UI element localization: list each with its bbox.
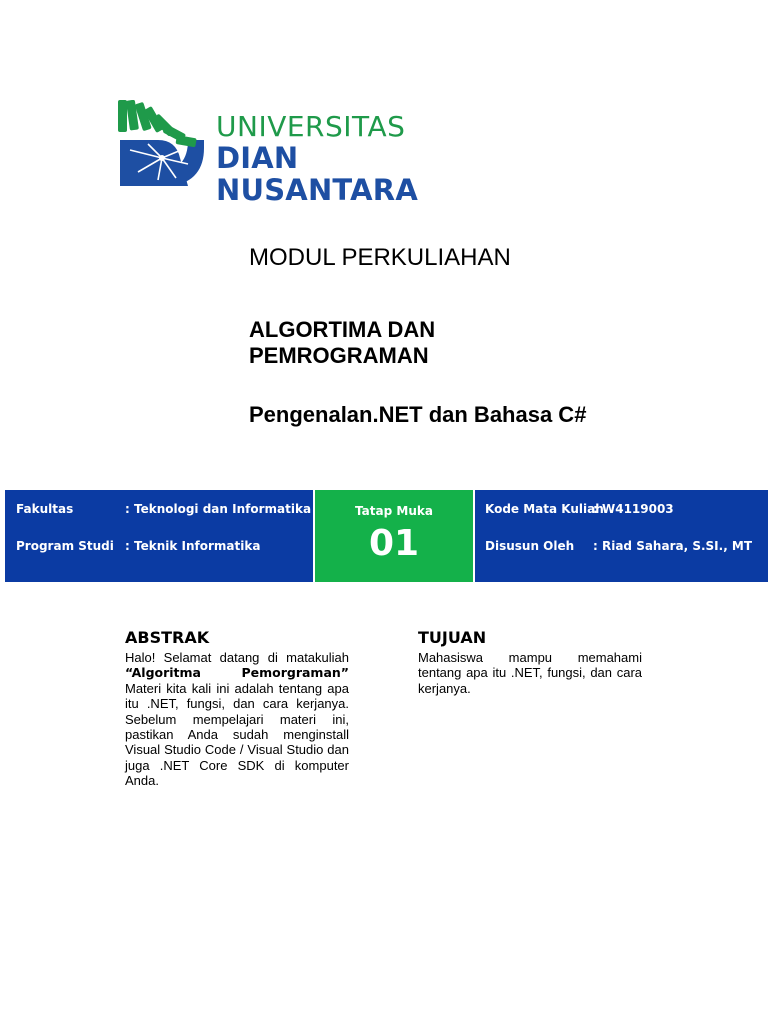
abstrak-text: Materi kita kali ini adalah tentang apa itu .NET, fungsi, dan cara kerjanya. Sebelum mempelajari materi ini, pastikan Anda sudah menginstall Visual Studio Code / Visual Studio dan juga .NET Core SDK di komputer Anda. bbox=[125, 680, 349, 789]
university-name bbox=[216, 112, 498, 206]
info-band-left bbox=[5, 490, 313, 582]
abstrak-course-name: “Algoritma Pemorgraman” bbox=[125, 665, 349, 681]
logo-line-universitas: UNIVERSITAS bbox=[216, 110, 406, 143]
kode-value: : W4119003 bbox=[593, 502, 674, 516]
disusun-label: Disusun Oleh bbox=[485, 539, 575, 553]
fakultas-label: Fakultas bbox=[16, 502, 74, 516]
disusun-value: : Riad Sahara, S.SI., MT bbox=[593, 539, 753, 553]
abstrak-body bbox=[125, 650, 349, 789]
course-title bbox=[249, 317, 569, 369]
tujuan-title: TUJUAN bbox=[418, 628, 487, 647]
tujuan-body: Mahasiswa mampu memahami tentang apa itu .NET, fungsi, dan cara kerjanya. bbox=[418, 650, 642, 696]
prodi-value: : Teknik Informatika bbox=[125, 539, 261, 553]
logo-line-dian-nusantara: DIAN NUSANTARA bbox=[216, 141, 418, 207]
topic-title: Pengenalan.NET dan Bahasa C# bbox=[249, 402, 587, 427]
fakultas-value: : Teknologi dan Informatika bbox=[125, 502, 312, 516]
kode-label: Kode Mata Kuliah bbox=[485, 502, 604, 516]
module-label: MODUL PERKULIAHAN bbox=[249, 244, 511, 271]
university-emblem-icon bbox=[118, 100, 204, 186]
tatap-muka-number: 01 bbox=[368, 523, 420, 564]
info-band-tatap-muka bbox=[315, 490, 473, 582]
course-title-line1: ALGORTIMA DAN bbox=[249, 317, 436, 342]
info-band-right bbox=[475, 490, 768, 582]
tatap-muka-label: Tatap Muka bbox=[355, 504, 433, 518]
prodi-label: Program Studi bbox=[16, 539, 114, 553]
abstrak-intro: Halo! Selamat datang di matakuliah bbox=[125, 650, 349, 665]
abstrak-title: ABSTRAK bbox=[125, 628, 210, 647]
university-logo bbox=[118, 100, 498, 207]
course-title-line2: PEMROGRAMAN bbox=[249, 343, 429, 368]
